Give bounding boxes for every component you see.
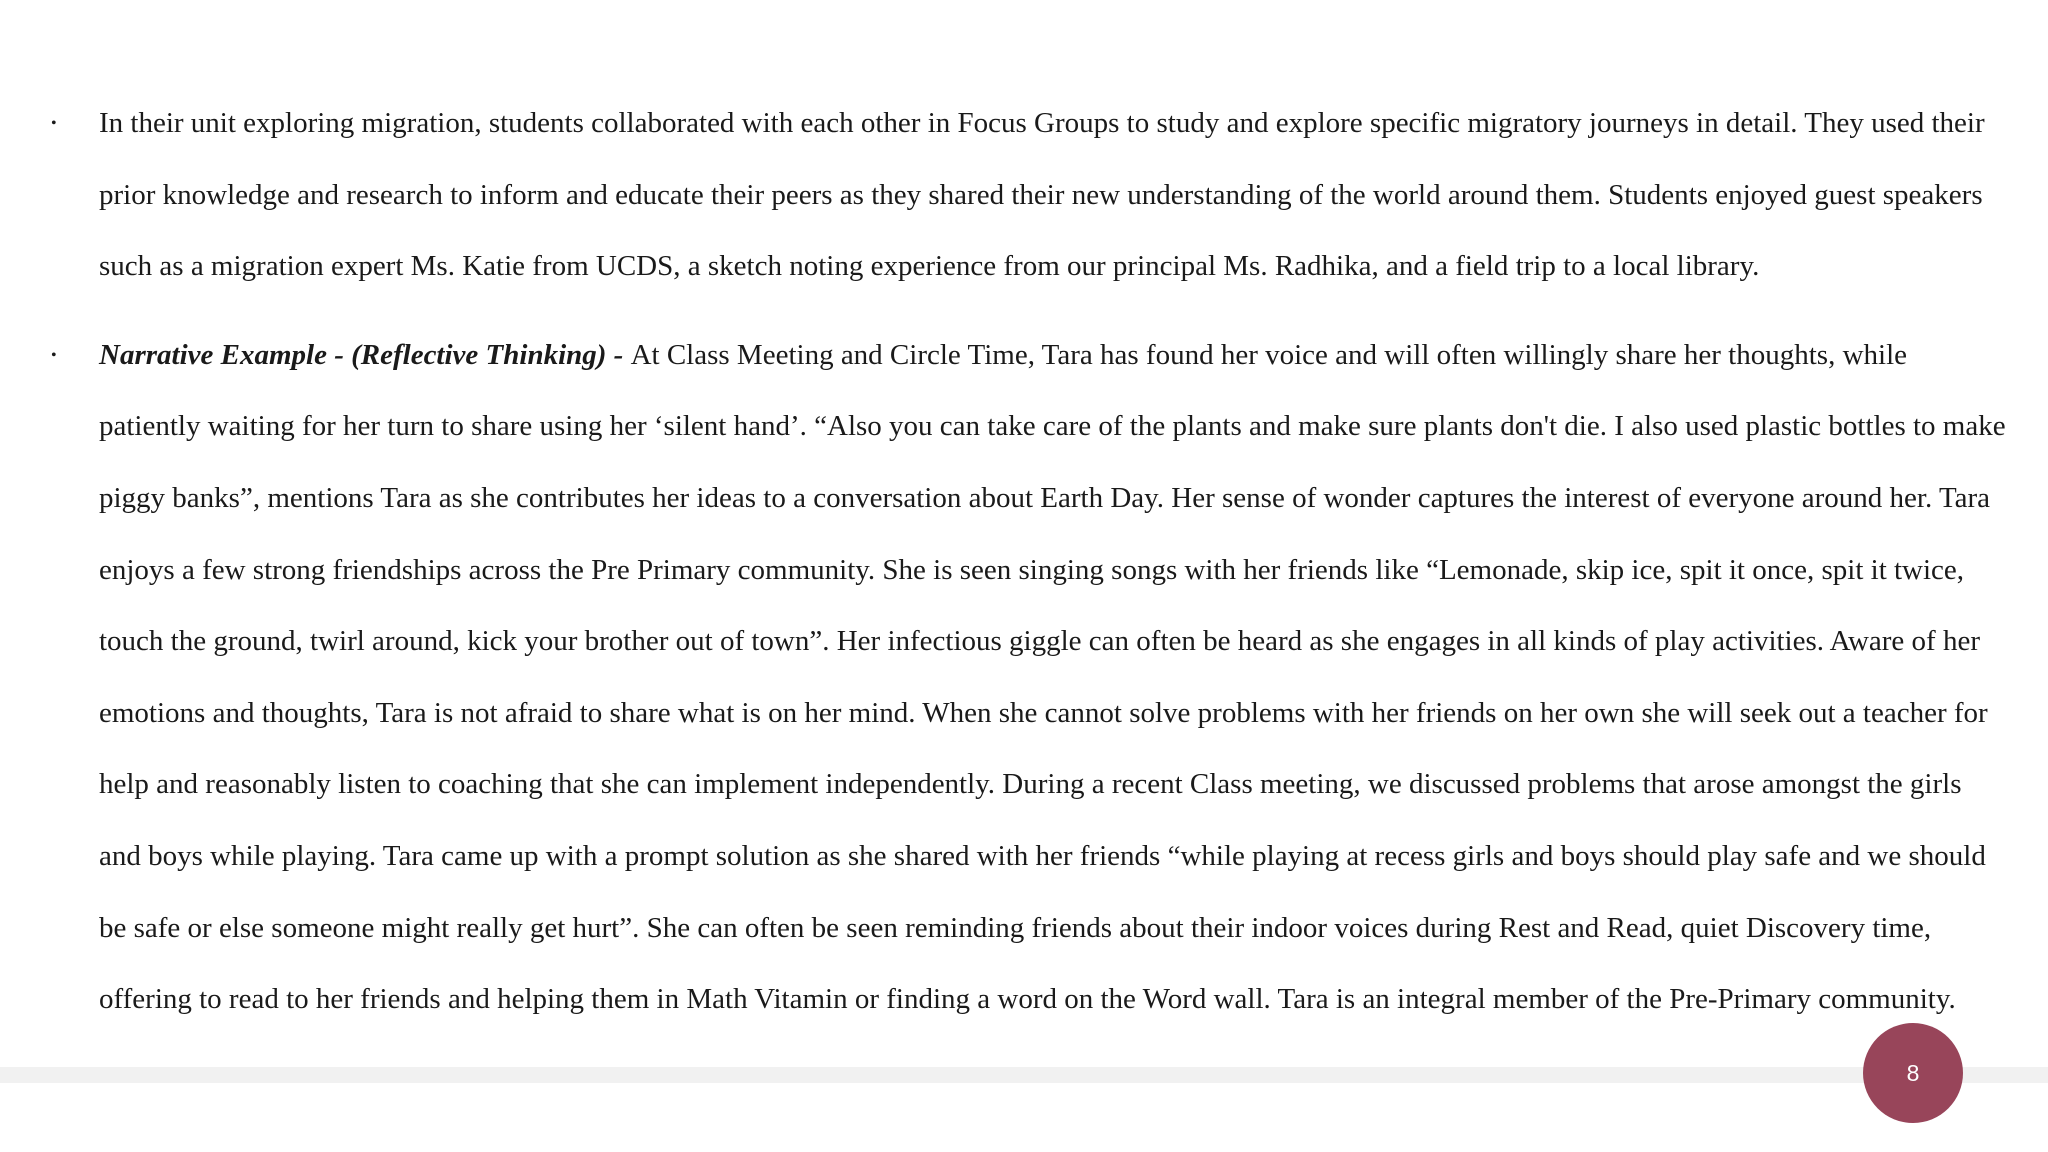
- bullet-item-narrative-example: [0, 320, 2048, 1036]
- page-number: 8: [1906, 1059, 1920, 1086]
- bullet-text: In their unit exploring migration, students collaborated with each other in Focus Groups to study and explore specific migratory journeys in detail. They used their prior knowledge and research to inform and educate their peers as they shared their new understanding of the world around them. Students enjoyed guest speakers such as a migration expert Ms. Katie from UCDS, a sketch noting experience from our principal Ms. Radhika, and a field trip to a local library.: [99, 107, 1985, 283]
- bullet-item-migration-unit: [0, 88, 2048, 303]
- narrative-heading: Narrative Example - (Reflective Thinking) -: [99, 338, 631, 371]
- bullet-icon: •: [51, 346, 57, 364]
- page-number-badge: [1863, 1023, 1963, 1123]
- footer-bar: [0, 1067, 2048, 1083]
- bullet-list: [0, 88, 2048, 1036]
- bullet-icon: •: [51, 115, 57, 132]
- bullet-text: At Class Meeting and Circle Time, Tara has found her voice and will often willingly share her thoughts, while patiently waiting for her turn to share using her ‘silent hand’. “Also you can take care of the plants and make sure plants don't die. I also used plastic bottles to make piggy banks”, mentions Tara as she contributes her ideas to a conversation about Earth Day. Her sense of wonder captures the interest of everyone around her. Tara enjoys a few strong friendships across the Pre Primary community. She is seen singing songs with her friends like “Lemonade, skip ice, spit it once, spit it twice, touch the ground, twirl around, kick your brother out of town”. Her infectious giggle can often be heard as she engages in all kinds of play activities. Aware of her emotions and thoughts, Tara is not afraid to share what is on her mind. When she cannot solve problems with her friends on her own she will seek out a teacher for help and reasonably listen to coaching that she can implement independently. During a recent Class meeting, we discussed problems that arose amongst the girls and boys while playing. Tara came up with a prompt solution as she shared with her friends “while playing at recess girls and boys should play safe and we should be safe or else someone might really get hurt”. She can often be seen reminding friends about their indoor voices during Rest and Read, quiet Discovery time, offering to read to her friends and helping them in Math Vitamin or finding a word on the Word wall. Tara is an integral member of the Pre-Primary community.: [99, 338, 2006, 1016]
